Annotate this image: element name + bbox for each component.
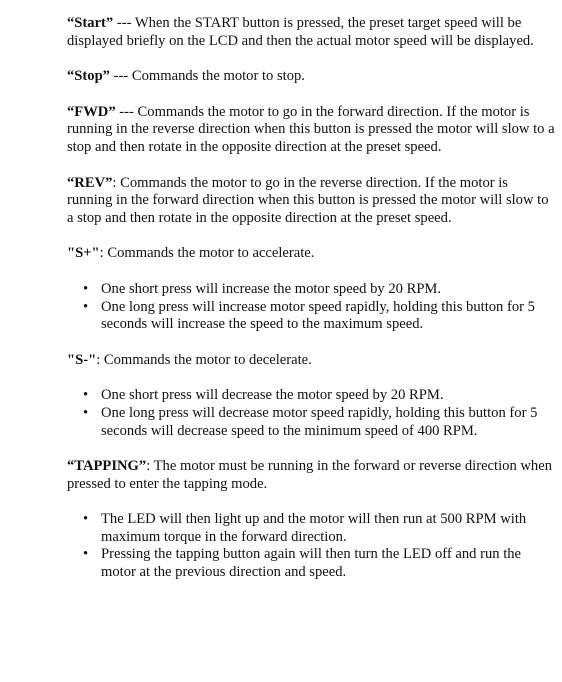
list-item: • One long press will increase motor speed rapidly, holding this button for 5 seconds will increase the speed to the maximum speed. [67,299,555,334]
start-description: --- When the START button is pressed, the preset target speed will be displayed briefly on the LCD and then the actual motor speed will be displayed. [67,15,534,49]
tapping-paragraph [67,458,555,493]
s-plus-description: : Commands the motor to accelerate. [99,245,315,262]
s-minus-bullet-list [67,387,555,440]
list-item: • Pressing the tapping button again will then turn the LED off and run the motor at the previous direction and speed. [67,546,555,581]
stop-description: --- Commands the motor to stop. [109,68,305,85]
tapping-description: : The motor must be running in the forward or reverse direction when pressed to enter the tapping mode. [67,458,552,492]
s-minus-description: : Commands the motor to decelerate. [96,351,312,368]
s-plus-bullet-list [67,281,555,334]
document-page [67,15,555,582]
rev-description: : Commands the motor to go in the reverse direction. If the motor is running in the forward direction when this button is pressed the motor will slow to a stop and then rotate in the opposite direction at the preset speed. [67,174,549,226]
rev-term: “REV” [67,174,113,191]
fwd-term: “FWD” [67,103,116,120]
s-plus-term: "S+" [67,245,100,262]
fwd-paragraph [67,104,555,157]
tapping-bullet-list [67,511,555,581]
stop-paragraph [67,68,555,86]
list-item: • One long press will decrease motor speed rapidly, holding this button for 5 seconds will decrease speed to the minimum speed of 400 RPM. [67,405,555,440]
list-item: • The LED will then light up and the motor will then run at 500 RPM with maximum torque in the forward direction. [67,511,555,546]
s-plus-paragraph [67,245,555,263]
stop-term: “Stop” [67,68,110,85]
start-paragraph [67,15,555,50]
s-minus-term: "S-" [67,351,97,368]
tapping-term: “TAPPING” [67,458,147,475]
rev-paragraph [67,175,555,228]
fwd-description: --- Commands the motor to go in the forward direction. If the motor is running in the reverse direction when this button is pressed the motor will slow to a stop and then rotate in the opposite direction at the preset speed. [67,103,555,155]
start-term: “Start” [67,15,114,31]
list-item: • One short press will increase the motor speed by 20 RPM. [67,281,555,299]
s-minus-paragraph [67,352,555,370]
list-item: • One short press will decrease the motor speed by 20 RPM. [67,387,555,405]
